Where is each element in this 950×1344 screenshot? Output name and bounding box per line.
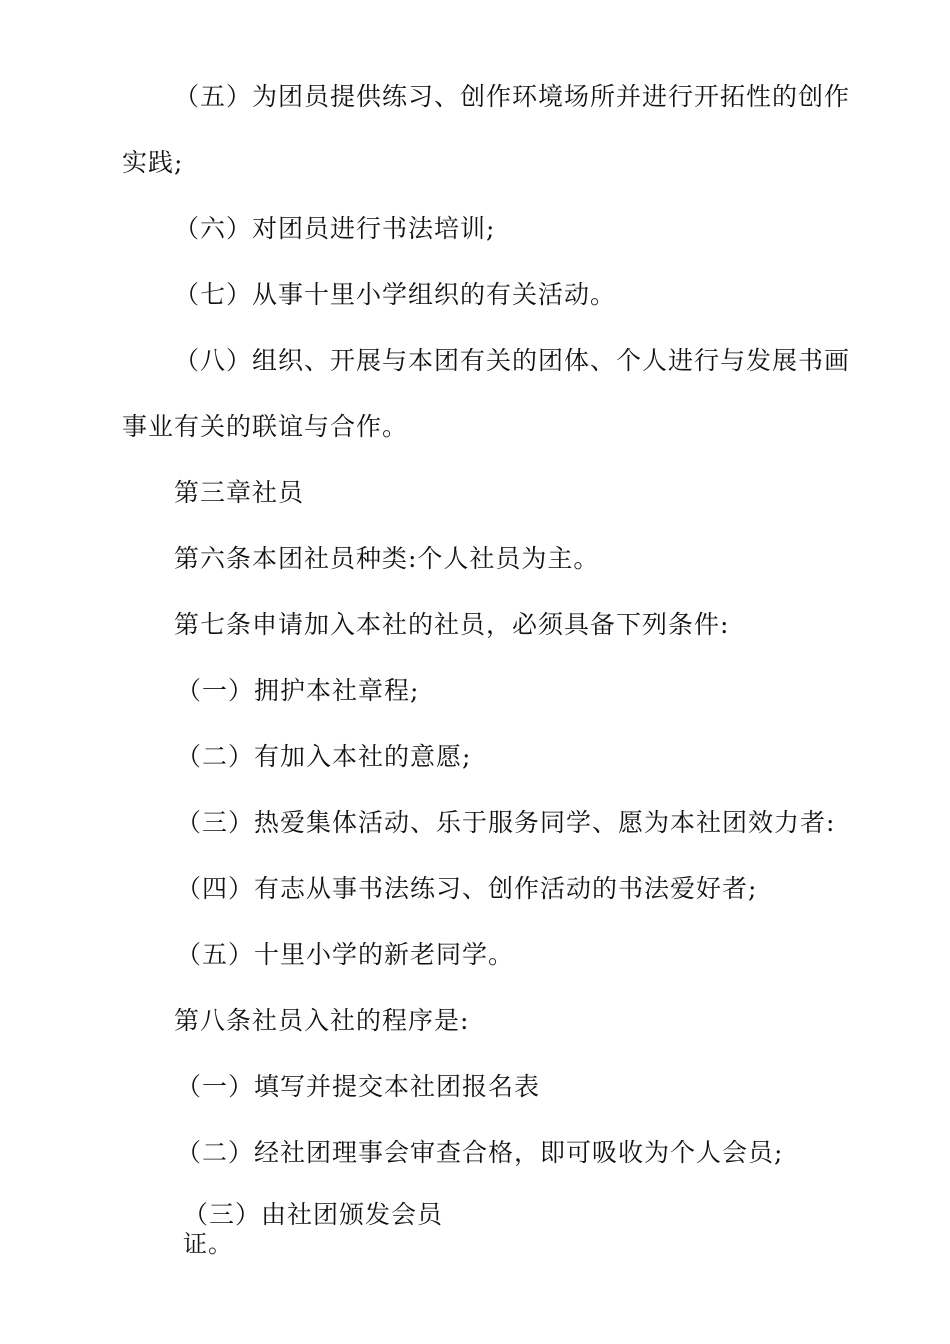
list-item: （三）由社团颁发会员 (183, 1200, 444, 1229)
list-item: （一）填写并提交本社团报名表 (176, 1072, 541, 1101)
paragraph-line: （七）从事十里小学组织的有关活动。 (174, 280, 617, 309)
list-item: （四）有志从事书法练习、创作活动的书法爱好者; (176, 874, 758, 903)
list-item: （一）拥护本社章程; (176, 676, 420, 705)
paragraph-line: （六）对团员进行书法培训; (174, 214, 496, 243)
list-item-continuation: 证。 (183, 1230, 233, 1258)
list-item: （三）热爱集体活动、乐于服务同学、愿为本社团效力者: (176, 808, 836, 837)
list-item: （五）十里小学的新老同学。 (176, 940, 515, 969)
article-line: 第七条申请加入本社的社员，必须具备下列条件: (174, 610, 730, 639)
paragraph-line: 事业有关的联谊与合作。 (122, 412, 409, 441)
paragraph-line: （五）为团员提供练习、创作环境场所并进行开拓性的创作 (174, 82, 851, 111)
article-line: 第六条本团社员种类:个人社员为主。 (174, 544, 600, 573)
article-line: 第八条社员入社的程序是: (174, 1006, 470, 1035)
list-item: （二）经社团理事会审查合格，即可吸收为个人会员; (176, 1138, 784, 1167)
list-item: （二）有加入本社的意愿; (176, 742, 472, 771)
chapter-heading: 第三章社员 (174, 478, 305, 507)
paragraph-line: 实践; (122, 148, 184, 177)
paragraph-line: （八）组织、开展与本团有关的团体、个人进行与发展书画 (174, 346, 851, 375)
